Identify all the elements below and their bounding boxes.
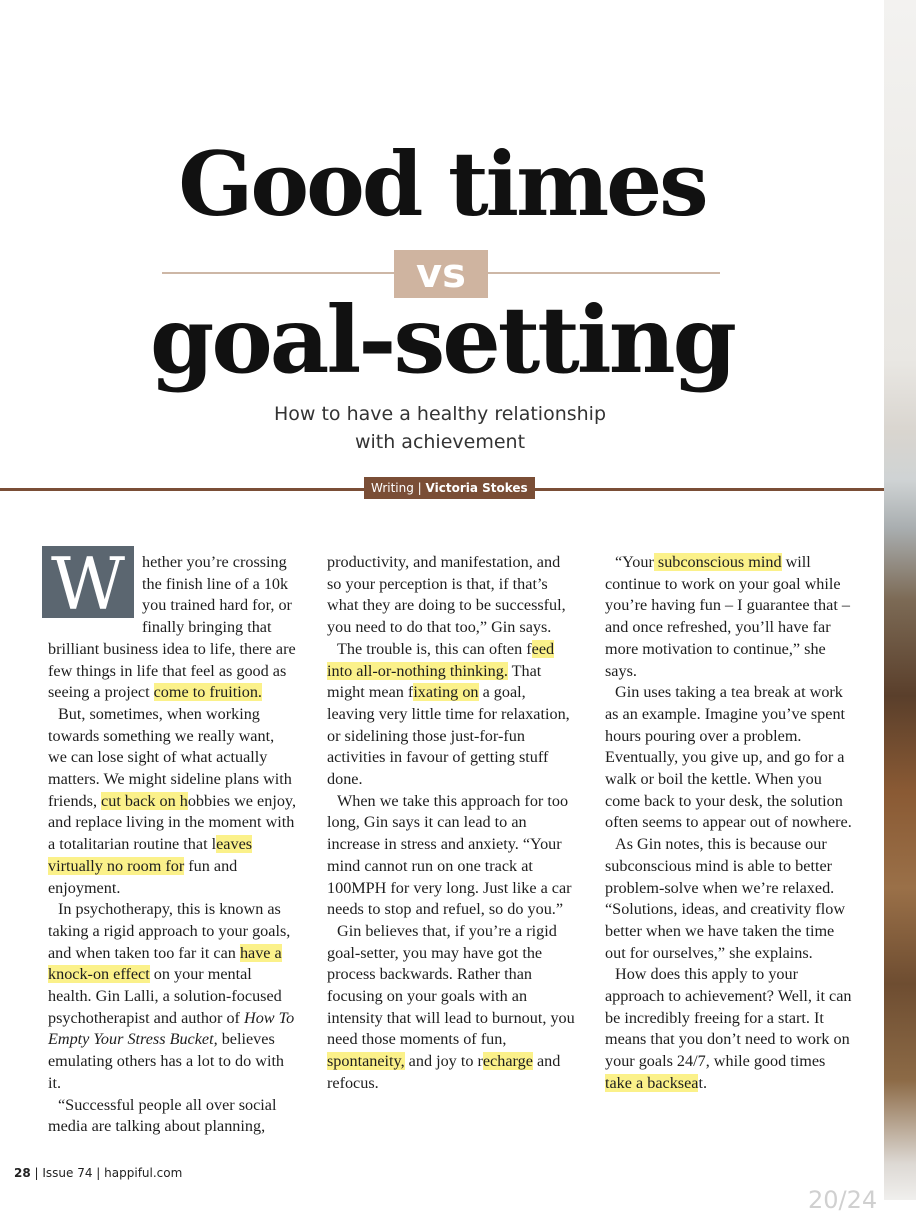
paragraph: [48, 542, 296, 704]
byline: [364, 477, 535, 499]
drop-cap: W: [42, 546, 134, 618]
text: and joy to r: [404, 1052, 483, 1071]
page-counter: 20/24: [808, 1186, 878, 1214]
headline-goal-setting: goal-setting: [150, 286, 734, 394]
highlight: eaves virtually no room for: [48, 835, 253, 875]
vs-rule-left: [162, 272, 394, 274]
highlight: have a knock-on effect: [48, 943, 282, 984]
highlight: echarge: [482, 1052, 533, 1071]
text: How does this apply to your approach to achievement? Well, it can be incredibly freeing for a start. It means that you don’t need to work on your goals 24/7, while good times: [605, 965, 852, 1071]
article-column-1: [48, 542, 297, 1138]
highlight: take a backsea: [605, 1073, 699, 1092]
paragraph: “Successful people all over social media are talking about planning,: [48, 1095, 277, 1136]
text: fun and enjoyment.: [48, 856, 238, 897]
paragraph: [327, 639, 575, 791]
paragraph: As Gin notes, this is because our subconscious mind is able to better problem-solve when we’re relaxed. “Solutions, ideas, and creativity flow better when we have taken the time out for ourselves,” she explains.: [605, 835, 846, 962]
paragraph: When we take this approach for too long, Gin says it can lead to an increase in stress and anxiety. “Your mind cannot run on one track at 100MPH for very long. Just like a car needs to stop and refuel, so do you.”: [327, 791, 572, 919]
highlight: ixating on: [413, 683, 479, 702]
text: believes emulating others has a lot to do with it.: [48, 1030, 285, 1092]
text: But, sometimes, when working towards something we really want, we can lose sight of what actually matters. We might sideline plans with friends,: [48, 704, 292, 810]
headline-good-times: Good times: [178, 132, 706, 236]
text: will continue to work on your goal while you’re having fun – I guarantee that – and once refreshed, you’ll have far more motivation to continue,” she says.: [605, 553, 850, 680]
text: on your mental health. Gin Lalli, a solution-focused psychotherapist and author of: [48, 965, 282, 1027]
paragraph: [327, 921, 575, 1095]
text: The trouble is, this can often f: [337, 639, 532, 658]
paragraph: productivity, and manifestation, and so your perception is that, if that’s what they are doing to be successful, you need to do that too,” Gin says.: [327, 553, 566, 637]
vs-badge: vs: [394, 250, 488, 298]
subtitle-line-1: How to have a healthy relationship: [273, 403, 607, 425]
text: and refocus.: [327, 1052, 561, 1092]
paragraph: Gin uses taking a tea break at work as an example. Imagine you’ve spent hours pouring over a problem. Eventually, you give up, and go for a walk or boil the kettle. When you come back to your desk, the solution often seems to appear out of nowhere.: [605, 683, 852, 832]
byline-author: Victoria Stokes: [425, 481, 528, 495]
highlight: eed into all-or-nothing thinking.: [327, 639, 555, 680]
side-photo-strip: [884, 0, 916, 1200]
paragraph: [48, 899, 296, 1094]
highlight: come to fruition.: [153, 683, 262, 702]
text: That might mean f: [327, 661, 542, 702]
text: t.: [698, 1073, 708, 1092]
text: Gin believes that, if you’re a rigid goal-setter, you may have got the process backwards. Rather than focusing on your goals with an intensity that will lead to burnout, you need those moments of fun,: [327, 921, 575, 1049]
subtitle-line-2: with achievement: [354, 431, 526, 453]
book-title: How To Empty Your Stress Bucket,: [48, 1008, 295, 1049]
vs-rule-right: [488, 272, 720, 274]
issue-label: | Issue 74 |: [30, 1166, 105, 1180]
site-link[interactable]: happiful.com: [104, 1166, 183, 1180]
highlight: subconscious mind: [653, 553, 782, 571]
article-column-3: [605, 552, 853, 1095]
text: obbies we enjoy, and replace living in the moment with a totalitarian routine that l: [48, 791, 297, 854]
article-column-2: [327, 552, 575, 1095]
byline-label: Writing |: [371, 481, 422, 495]
text: a goal, leaving very little time for relaxation, or sidelining those just-for-fun activities in favour of getting stuff done.: [327, 683, 570, 789]
page-folio: [14, 1166, 182, 1180]
text: hether you’re crossing the finish line of a 10k you trained hard for, or finally bringing that brilliant business idea to life, there are few things in life that feel as good as seeing a project: [48, 553, 296, 702]
highlight: spontaneity,: [327, 1052, 405, 1071]
highlight: cut back on h: [101, 791, 188, 810]
text: “Your: [615, 553, 654, 571]
text: In psychotherapy, this is known as taking a rigid approach to your goals, and when taken too far it can: [48, 900, 291, 962]
paragraph: [605, 552, 853, 682]
subtitle: [200, 400, 680, 456]
paragraph: [48, 704, 296, 899]
paragraph: [605, 964, 853, 1094]
page-number: 28: [14, 1166, 31, 1180]
